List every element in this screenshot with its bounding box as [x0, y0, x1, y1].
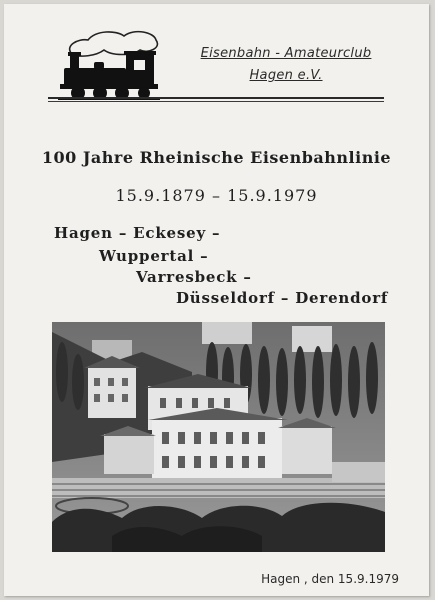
header-divider	[48, 97, 384, 99]
steam-locomotive-icon	[54, 24, 162, 102]
brochure-cover	[4, 4, 429, 596]
route-line-3: Varresbeck –	[136, 268, 252, 286]
station-photograph	[52, 322, 385, 552]
route-line-1: Hagen – Eckesey –	[54, 224, 221, 242]
header-divider-thin	[48, 101, 384, 102]
page-title: 100 Jahre Rheinische Eisenbahnlinie	[41, 148, 392, 167]
place-and-date: Hagen , den 15.9.1979	[261, 572, 399, 586]
route-line-2: Wuppertal –	[99, 247, 209, 265]
club-name-line1: Eisenbahn - Amateurclub	[200, 46, 372, 61]
route-line-4: Düsseldorf – Derendorf	[176, 289, 389, 307]
club-name-line2: Hagen e.V.	[249, 68, 323, 83]
anniversary-dates: 15.9.1879 – 15.9.1979	[115, 186, 318, 205]
